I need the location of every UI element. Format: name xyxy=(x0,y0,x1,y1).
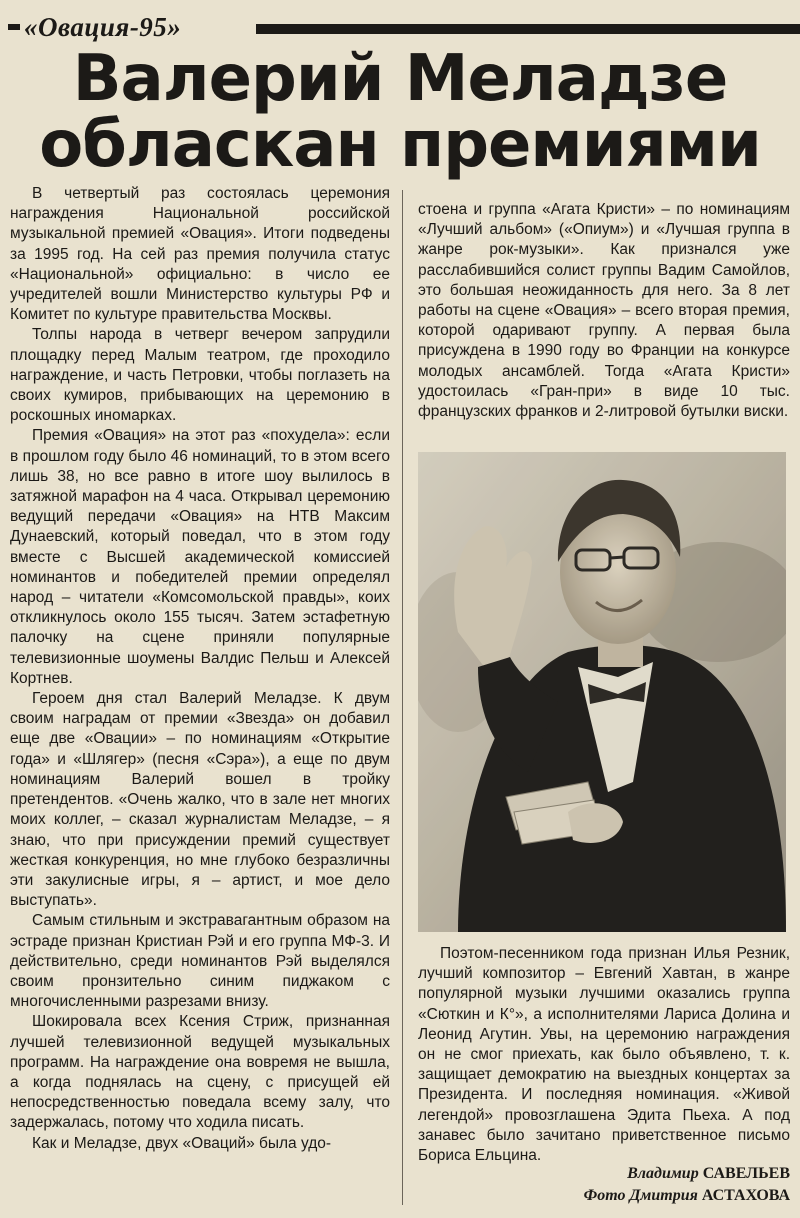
article-paragraph: Самым стильным и экстравагантным образом на эстраде признан Кристиан Рэй и его группа МФ-3. И действительно, среди номинантов Рэй выделялся своим пронзительно синим пиджаком с многочисленными разрезами внизу. xyxy=(10,912,390,1011)
photo-credit-prefix: Фото Дмитрия xyxy=(583,1187,698,1204)
column-divider xyxy=(402,190,403,1205)
author-byline xyxy=(430,1164,790,1184)
headline xyxy=(0,42,800,182)
photographer-last-name: АСТАХОВА xyxy=(701,1187,790,1204)
article-paragraph: Премия «Овация» на этот раз «похудела»: если в прошлом году было 46 номинаций, то в этом всего лишь 38, но все равно в итоге шоу вылилось в затяжной марафон на 4 часа. Открывал церемонию ведущий передачи «Овация» на НТВ Максим Дунаевский, который поведал, что в этом году вместе с Высшей академической комиссией номинантов и победителей премии определял народ – читатели «Комсомольской правды», коих откликнулось около 155 тысяч. Затем эстафетную палочку на сцене приняли популярные телевизионные шоумены Валдис Пельш и Алексей Кортнев. xyxy=(10,427,390,687)
author-last-name: САВЕЛЬЕВ xyxy=(702,1165,790,1182)
article-paragraph: Героем дня стал Валерий Меладзе. К двум своим наградам от премии «Звезда» он добавил еще две «Овации» – по номинациям «Открытие года» и «Шлягер» (песня «Сэра»), а еще по двум номинациям Валерий вошел в тройку претендентов. «Очень жалко, что в зале нет многих моих коллег, – сказал журналистам Меладзе, – я знаю, что при присуждении премий существует жесткая конкуренция, но мне глубоко безразличны эти закулисные игры, я – артист, и мое дело выступать». xyxy=(10,690,390,910)
headline-line-1: Валерий Меладзе xyxy=(72,42,728,116)
article-paragraph: Толпы народа в четверг вечером запрудили площадку перед Малым театром, где проходило награждение, и часть Петровки, чтобы поглазеть на своих кумиров, прибывающих на церемонию в роскошных иномарках. xyxy=(10,326,390,425)
article-left-column xyxy=(10,184,390,1154)
rubric-rule-left xyxy=(8,24,20,30)
headline-line-2: обласкан премиями xyxy=(39,108,761,182)
singer-portrait-image xyxy=(418,452,786,932)
article-paragraph: В четвертый раз состоялась церемония награждения Национальной российской музыкальной премией «Овация». Итоги подведены за 1995 год. На сей раз премия получила статус «Национальной» официально: в число ее учредителей вошли Министерство культуры РФ и Комитет по культуре правительства Москвы. xyxy=(10,185,390,324)
article-paragraph: Шокировала всех Ксения Стриж, признанная лучшей телевизионной ведущей музыкальных программ. На награждение она вовремя не вышла, а когда поднялась на сцену, с присущей ей непосредственностью поведала всему залу, что задержалась, потому что ходила писать. xyxy=(10,1013,390,1132)
article-paragraph: Поэтом-песенником года признан Илья Резник, лучший композитор – Евгений Хавтан, в жанре популярной музыки лучшими оказались группа «Сюткин и К°», а исполнителями Лариса Долина и Леонид Агутин. Увы, на церемонию награждения он не смог приехать, как было объявлено, т. к. защищает демократию на выездных концертах за Президента. И последняя номинация. «Живой легендой» провозглашена Эдита Пьеха. А под занавес было зачитано приветственное письмо Бориса Ельцина. xyxy=(418,945,790,1165)
rubric-label: «Овация-95» xyxy=(24,12,182,42)
rubric-rule xyxy=(256,24,800,34)
article-photo xyxy=(418,452,786,932)
photo-credit xyxy=(430,1186,790,1206)
article-right-column-top xyxy=(418,200,790,422)
article-paragraph: стоена и группа «Агата Кристи» – по номинациям «Лучший альбом» («Опиум») и «Лучшая группа в жанре рок-музыки». Как признался уже расслабившийся солист группы Вадим Самойлов, это большая неожиданность для него. За 8 лет работы на сцене «Овация» – всего вторая премия, которой одаривают группу. А первая была присуждена в 1990 году во Франции на конкурсе молодых ансамблей. Тогда «Агата Кристи» удостоилась «Гран-при» в виде 10 тыс. французских франков и 2-литровой бутылки виски. xyxy=(418,201,790,421)
author-first-name: Владимир xyxy=(627,1165,699,1182)
article-right-column-bottom xyxy=(418,944,790,1166)
rubric-bar xyxy=(8,12,800,42)
article-paragraph: Как и Меладзе, двух «Оваций» была удо- xyxy=(32,1134,332,1152)
